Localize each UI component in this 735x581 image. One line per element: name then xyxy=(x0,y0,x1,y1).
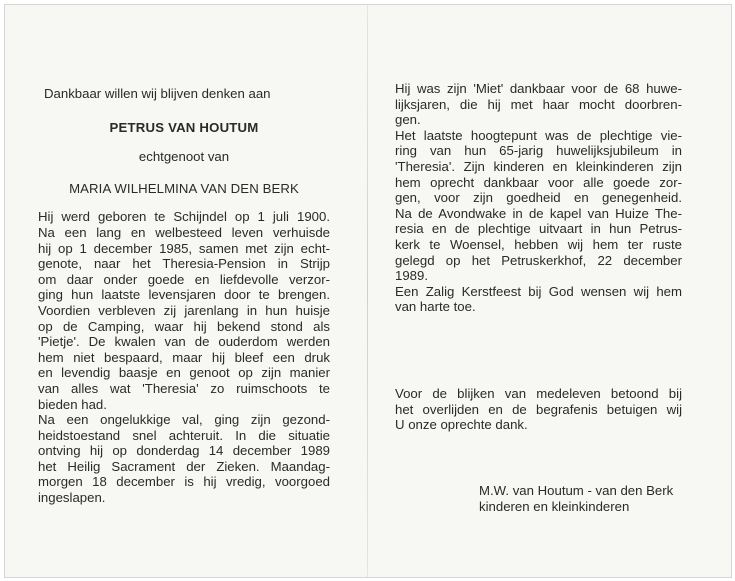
deceased-name: PETRUS VAN HOUTUM xyxy=(109,119,259,135)
card-fold xyxy=(367,5,368,577)
story-line: Een Zalig Kerstfeest bij God wensen wij hem xyxy=(395,283,682,299)
bio-line: morgen 18 december is hij vredig, voorgoed xyxy=(38,474,330,490)
story-text xyxy=(395,81,682,315)
bio-line: het Heilig Sacrament der Zieken. Maandag- xyxy=(38,458,330,474)
story-line: ring van hun 65-jarig huwelijksjubileum in xyxy=(395,143,682,159)
relation-text: echtgenoot van xyxy=(138,149,230,165)
bio-line: van alles wat 'Theresia' zo ruimschoots te xyxy=(38,380,330,396)
bio-line: bieden had. xyxy=(38,396,107,412)
bio-line: heidstoestand snel achteruit. In die situatie xyxy=(38,427,330,443)
bio-line: om daar onder goede en liefdevolle verzor- xyxy=(38,271,330,287)
story-line: Hij was zijn 'Miet' dankbaar voor de 68 huwe- xyxy=(395,81,682,96)
story-line: resia en de plechtige uitvaart in hun Petrus- xyxy=(395,221,682,237)
story-line: Het laatste hoogtepunt was de plechtige vie- xyxy=(395,127,682,143)
bio-line: ontving hij op donderdag 14 december 1989 xyxy=(38,443,330,459)
intro-text: Dankbaar willen wij blijven denken aan xyxy=(44,86,271,101)
bio-line: op de Camping, waar hij bekend stond als xyxy=(38,318,330,334)
story-line: gelegd op het Petruskerkhof, 22 december xyxy=(395,252,682,268)
bio-line: hem niet bespaard, maar hij bleef een druk xyxy=(38,349,330,365)
story-line: van harte toe. xyxy=(395,299,476,315)
story-line: hem oprecht dankbaar voor alle goede zor- xyxy=(395,174,682,190)
biography xyxy=(38,209,330,505)
story-line: kerk te Woensel, hebben wij hem ter ruste xyxy=(395,236,682,252)
signature xyxy=(479,483,673,515)
thanks-text xyxy=(395,386,682,433)
story-line: lijksjaren, die hij met haar mocht doorbren- xyxy=(395,96,682,112)
bio-line: Voordien verbleven zij jarenlang in hun huisje xyxy=(38,302,330,318)
bio-line: en levendig baasje en genoot op zijn manier xyxy=(38,365,330,381)
left-panel xyxy=(38,81,330,506)
thanks-line: het overlijden en de begrafenis betuigen wij xyxy=(395,401,682,417)
bio-line: Na een lang en welbesteed leven verhuisde xyxy=(38,224,330,240)
thanks-line: Voor de blijken van medeleven betoond bij xyxy=(395,386,682,401)
bio-line: Hij werd geboren te Schijndel op 1 juli 1900. xyxy=(38,209,330,225)
thanks-line: U onze oprechte dank. xyxy=(395,417,528,433)
bio-line: ging hun laatste levensjaren door te brengen. xyxy=(38,287,330,303)
bio-line: ingeslapen. xyxy=(38,490,106,506)
story-line: Na de Avondwake in de kapel van Huize The- xyxy=(395,205,682,221)
story-line: 'Theresia'. Zijn kinderen en kleinkinderen zijn xyxy=(395,158,682,174)
spouse-name: MARIA WILHELMINA VAN DEN BERK xyxy=(69,180,299,196)
bio-line: hij op 1 december 1985, samen met zijn echt- xyxy=(38,240,330,256)
story-line: gen, voor zijn goedheid en genegenheid. xyxy=(395,190,682,206)
story-line: gen. xyxy=(395,112,421,128)
story-line: 1989. xyxy=(395,268,429,284)
bio-line: Na een ongelukkige val, ging zijn gezond- xyxy=(38,412,330,428)
memorial-card xyxy=(4,4,732,578)
signature-family: kinderen en kleinkinderen xyxy=(479,499,630,514)
bio-line: genote, naar het Theresia-Pension in Strijp xyxy=(38,256,330,272)
right-panel xyxy=(395,81,682,315)
bio-line: 'Pietje'. De kwalen van de ouderdom werden xyxy=(38,334,330,350)
signature-names: M.W. van Houtum - van den Berk xyxy=(479,483,674,498)
